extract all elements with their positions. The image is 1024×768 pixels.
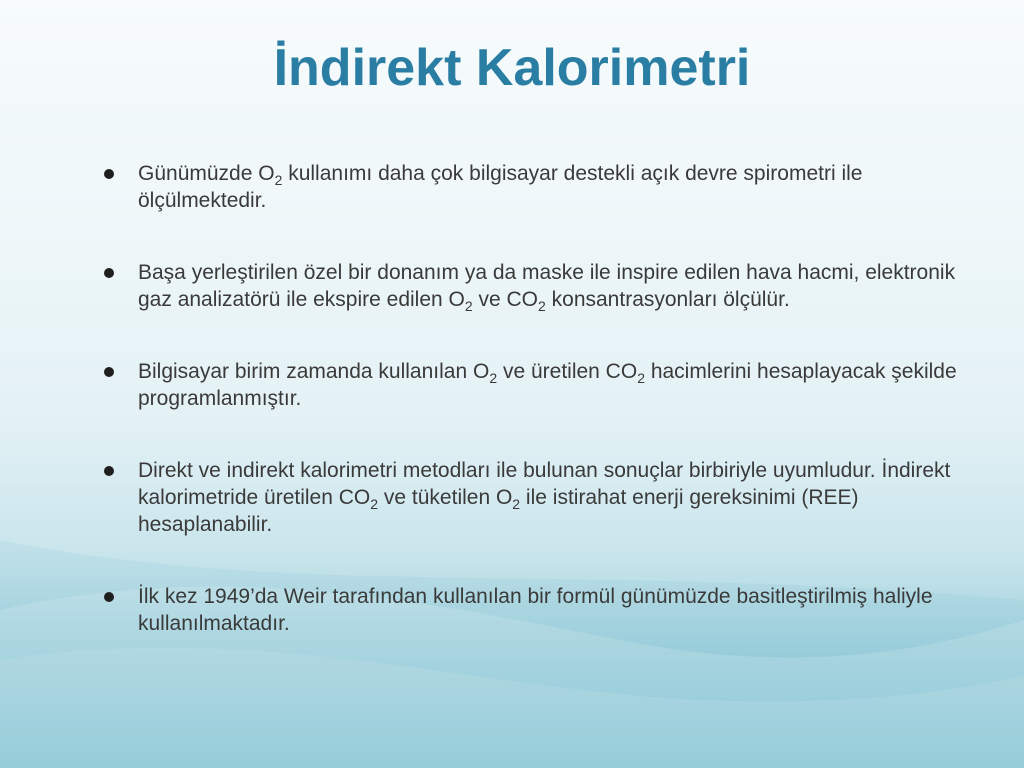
bullet-text: Günümüzde $O_2$ kullanımı daha çok bilgisayar destekli açık devre spirometri ile ölçülmektedir. xyxy=(138,162,863,212)
bullet-text: Direkt ve indirekt kalorimetri metodları ile bulunan sonuçlar birbiriyle uyumludur. İndirekt kalorimetride üretilen $CO_2$ ve tüketilen $O_2$ ile istirahat enerji gereksinimi (REE) hesaplanabilir. xyxy=(138,459,951,536)
bullet-dot-icon xyxy=(104,268,114,278)
bullet-dot-icon xyxy=(104,169,114,179)
bullet-item xyxy=(100,583,960,637)
slide-title: İndirekt Kalorimetri xyxy=(273,39,751,97)
bullet-item xyxy=(100,358,960,412)
bullet-list xyxy=(100,160,960,682)
bullet-text: İlk kez 1949’da Weir tarafından kullanılan bir formül günümüzde basitleştirilmiş haliyle kullanılmaktadır. xyxy=(138,585,933,635)
bullet-item xyxy=(100,160,960,214)
bullet-dot-icon xyxy=(104,466,114,476)
bullet-dot-icon xyxy=(104,592,114,602)
bullet-dot-icon xyxy=(104,367,114,377)
bullet-item xyxy=(100,259,960,313)
bullet-text: Bilgisayar birim zamanda kullanılan $O_2$ ve üretilen $CO_2$ hacimlerini hesaplayacak şekilde programlanmıştır. xyxy=(138,360,957,410)
bullet-text: Başa yerleştirilen özel bir donanım ya da maske ile inspire edilen hava hacmi, elektronik gaz analizatörü ile ekspire edilen $O_2$ ve $CO_2$ konsantrasyonları ölçülür. xyxy=(138,261,956,314)
bullet-item xyxy=(100,457,960,538)
